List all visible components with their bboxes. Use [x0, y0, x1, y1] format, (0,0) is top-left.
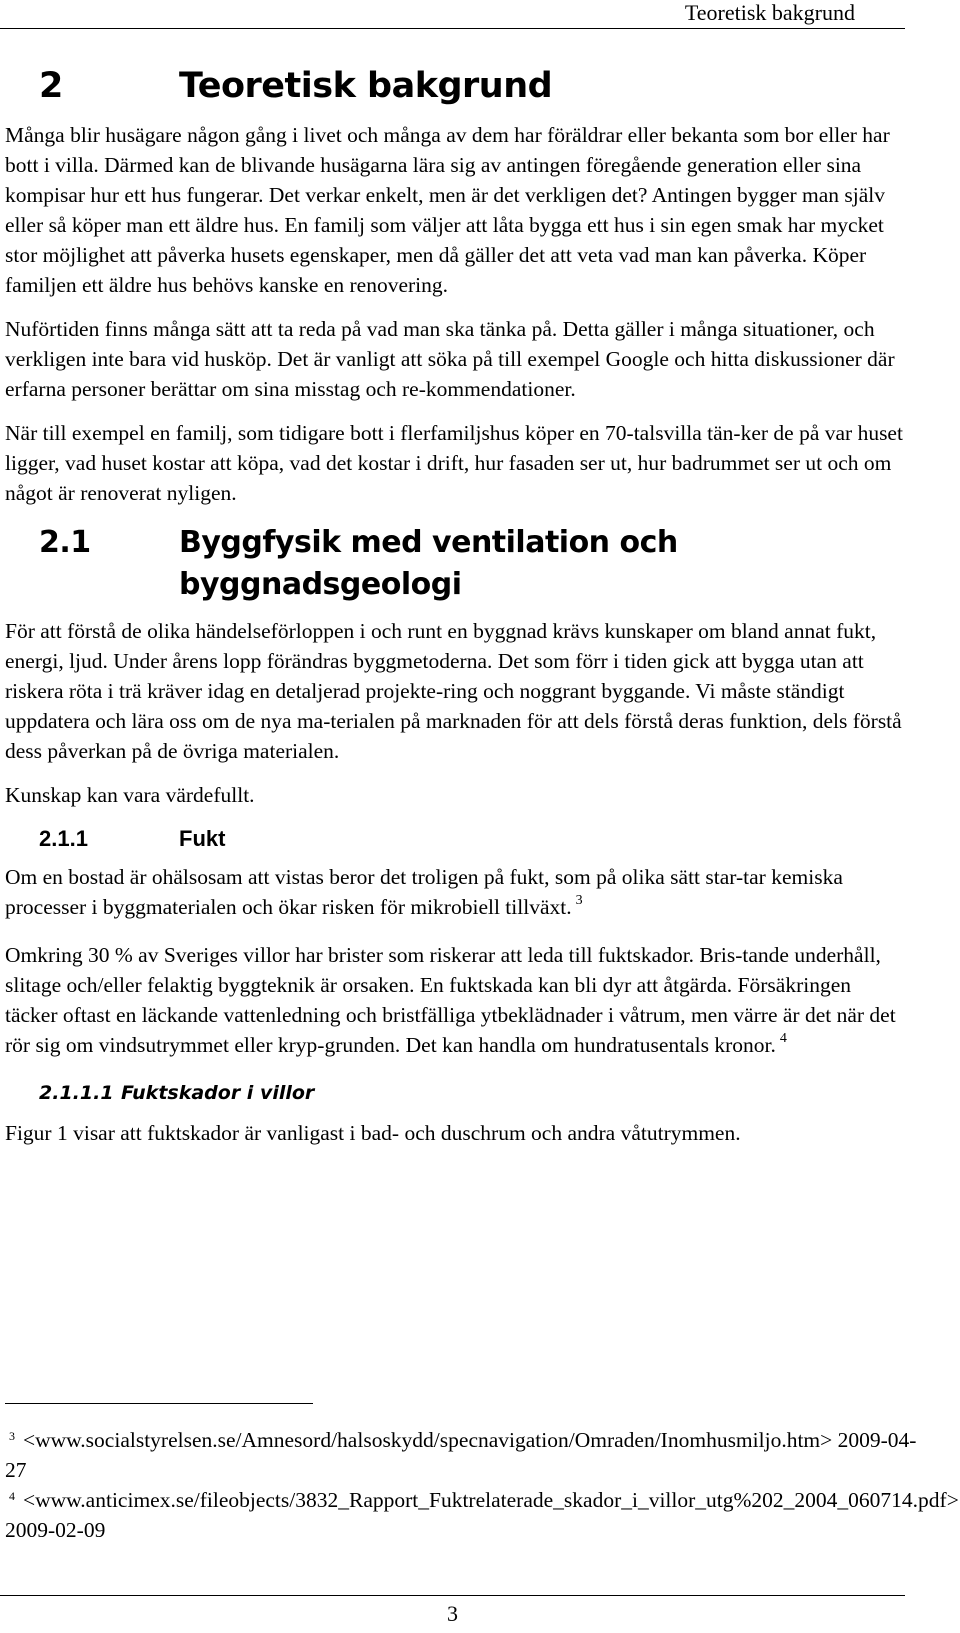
subsubsection-title: Fuktskador i villor [121, 1082, 315, 1104]
section-number: 2.1 [39, 525, 91, 560]
intro-paragraph-3: När till exempel en familj, som tidigare bott i flerfamiljshus köper en 70-talsvilla tän-ker de på var huset ligger, vad huset kostar att köpa, vad det kostar i drift, hur fasaden ser ut, hur badrummet ser ut och om något är renoverat nyligen. [5, 421, 903, 505]
intro-paragraph-2: Nuförtiden finns många sätt att ta reda på vad man ska tänka på. Detta gäller i många situationer, och verkligen inte bara vid husköp. Det är vanligt att söka på till exempel Google och hitta diskussioner där erfarna personer berättar om sina misstag och re-kommendationer. [5, 317, 895, 401]
subsection-heading [39, 824, 905, 854]
running-header-title: Teoretisk bakgrund [684, 0, 855, 25]
footnotes [5, 1425, 959, 1545]
footnote-4 [5, 1485, 959, 1545]
footnote-mark: 3 [9, 1429, 15, 1443]
chapter-title: Teoretisk bakgrund [179, 66, 553, 106]
subsection-paragraph-2-text: Omkring 30 % av Sveriges villor har brister som riskerar att leda till fuktskador. Bris-tande underhåll, slitage och/eller felaktig byggteknik är orsaken. En fuktskada kan bli dyr att åtgärda. Försäkringen täcker oftast en läckande vattenledning och bristfälliga ytbeklädnader i våtrum, men värre är det när det rör sig om vindsutrymmet eller kryp-grunden. Det kan handla om hundratusentals kronor. [5, 943, 896, 1057]
subsubsection-number: 2.1.1.1 [39, 1082, 114, 1104]
section-paragraph-1: För att förstå de olika händelseförloppen i och runt en byggnad krävs kunskaper om bland annat fukt, energi, ljud. Under årens lopp förändras byggmetoderna. Det som förr i tiden gick att bygga utan att riskera röta i trä kräver idag en detaljerad projekte-ring och noggrant byggande. Vi måste ständigt uppdatera och lära oss om de nya ma-terialen på marknaden för att dels förstå deras funktion, dels förstå dess påverkan på de övriga materialen. [5, 619, 902, 763]
footnote-ref-4[interactable]: 4 [779, 1031, 787, 1046]
footnote-text: <www.socialstyrelsen.se/Amnesord/halsoskydd/specnavigation/Omraden/Inomhusmiljo.htm> 2009-04-27 [5, 1428, 917, 1482]
running-header [0, 0, 905, 29]
page-number: 3 [447, 1601, 458, 1626]
section-heading [39, 522, 905, 606]
footer-rule [0, 1595, 905, 1596]
section-title: Byggfysik med ventilation och byggnadsgeologi [179, 525, 678, 602]
subsection-paragraph-1-text: Om en bostad är ohälsosam att vistas beror det troligen på fukt, som på olika sätt star-tar kemiska processer i byggmaterialen och ökar risken för mikrobiell tillväxt. [5, 865, 843, 919]
footnote-text: <www.anticimex.se/fileobjects/3832_Rapport_Fuktrelaterade_skador_i_villor_utg%202_2004_060714.pdf> 2009-02-09 [5, 1488, 959, 1542]
chapter-number: 2 [39, 66, 63, 106]
section-paragraph-2: Kunskap kan vara värdefullt. [5, 783, 255, 807]
subsection-title: Fukt [179, 826, 226, 851]
intro-paragraph-1: Många blir husägare någon gång i livet och många av dem har föräldrar eller bekanta som bor eller har bott i villa. Därmed kan de blivande husägarna lära sig av antingen föregående generation eller sina kompisar hur ett hus fungerar. Det verkar enkelt, men är det verkligen det? Antingen bygger man själv eller så köper man ett äldre hus. En familj som väljer att låta bygga ett hus i sin egen smak har mycket stor möjlighet att påverka husets egenskaper, men då gäller det att veta vad man kan påverka. Köper familjen ett äldre hus behövs kanske en renovering. [5, 123, 890, 297]
subsection-paragraph-2 [5, 940, 905, 1064]
footnote-3 [5, 1425, 935, 1485]
chapter-heading [39, 64, 905, 108]
subsubsection-heading [39, 1078, 905, 1108]
subsubsection-paragraph-1: Figur 1 visar att fuktskador är vanligast i bad- och duschrum och andra våtutrymmen. [5, 1121, 741, 1145]
footnote-ref-3[interactable]: 3 [575, 893, 583, 908]
footnote-mark: 4 [9, 1489, 15, 1503]
subsection-paragraph-1 [5, 862, 905, 926]
page-content [5, 64, 905, 1162]
subsection-number: 2.1.1 [39, 826, 88, 851]
footnote-separator [5, 1403, 313, 1404]
